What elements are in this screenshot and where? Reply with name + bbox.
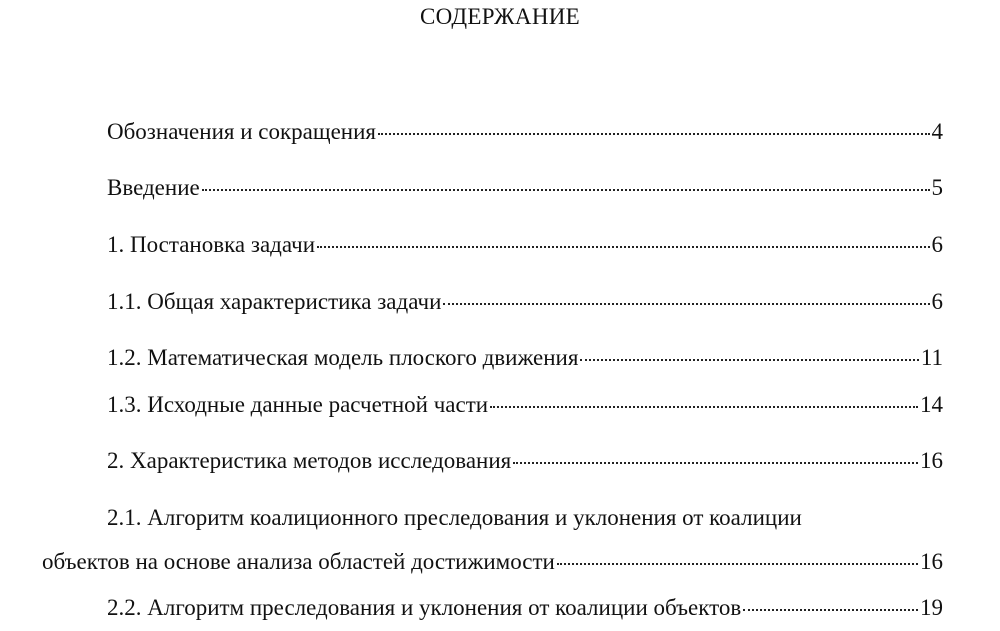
toc-entry-text: 1.1. Общая характеристика задачи bbox=[107, 289, 442, 314]
toc-entry-text: 1. Постановка задачи bbox=[107, 232, 316, 257]
toc-entry-page: 4 bbox=[931, 119, 943, 144]
page-title: СОДЕРЖАНИЕ bbox=[419, 4, 580, 29]
dot-leader bbox=[378, 132, 930, 135]
toc-entry[interactable] bbox=[107, 119, 943, 145]
toc-entry-page: 16 bbox=[920, 549, 943, 574]
dot-leader bbox=[743, 608, 918, 611]
toc-entry-page: 6 bbox=[931, 232, 943, 257]
toc-entry[interactable] bbox=[107, 392, 943, 418]
toc-entry-text: 2.2. Алгоритм преследования и уклонения от коалиции объектов bbox=[107, 595, 742, 620]
toc-entry-text: Обозначения и сокращения bbox=[107, 119, 376, 144]
dot-leader bbox=[317, 245, 929, 248]
dot-leader bbox=[513, 461, 918, 464]
toc-entry-text: Введение bbox=[107, 175, 200, 200]
toc-entry[interactable] bbox=[107, 289, 943, 315]
toc-entry[interactable] bbox=[42, 549, 943, 575]
dot-leader bbox=[443, 302, 929, 305]
toc-entry[interactable] bbox=[107, 345, 943, 371]
toc-entry-text-line1[interactable]: 2.1. Алгоритм коалиционного преследования и уклонения от коалиции bbox=[107, 505, 802, 530]
toc-entry[interactable] bbox=[107, 175, 943, 201]
toc-entry-text: 1.2. Математическая модель плоского движения bbox=[107, 345, 579, 370]
toc-entry-text-line2: объектов на основе анализа областей достижимости bbox=[42, 549, 555, 574]
toc-entry[interactable] bbox=[107, 232, 943, 258]
toc-entry-page: 14 bbox=[920, 392, 943, 417]
dot-leader bbox=[580, 358, 918, 361]
toc-entry-text: 2. Характеристика методов исследования bbox=[107, 448, 512, 473]
toc-entry-page: 5 bbox=[931, 175, 943, 200]
dot-leader bbox=[202, 188, 930, 191]
dot-leader bbox=[490, 405, 918, 408]
toc-entry[interactable] bbox=[107, 595, 943, 621]
toc-entry-page: 11 bbox=[920, 345, 943, 370]
toc-entry-page: 19 bbox=[920, 595, 943, 620]
toc-entry-page: 16 bbox=[920, 448, 943, 473]
toc-entry[interactable] bbox=[107, 448, 943, 474]
toc-entry-text: 1.3. Исходные данные расчетной части bbox=[107, 392, 489, 417]
dot-leader bbox=[557, 562, 918, 565]
toc-entry-page: 6 bbox=[931, 289, 943, 314]
